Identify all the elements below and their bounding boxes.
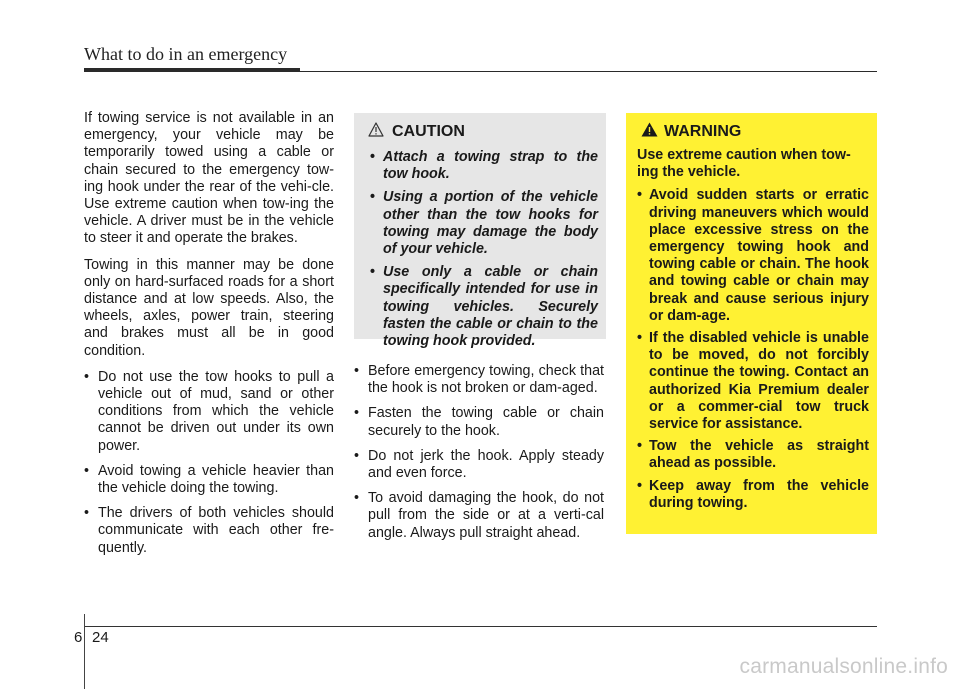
- list-item: • Do not use the tow hooks to pull a vehicle out of mud, sand or other conditions from which the vehicle cannot be driven out under its own power.: [84, 369, 334, 455]
- list-item: • Avoid sudden starts or erratic driving maneuvers which would place excessive stress on the emergency towing hook and towing cable or chain. The hook and towing cable or chain may break and cause serious injury or dam-age.: [637, 187, 869, 325]
- caution-title: CAUTION: [392, 123, 465, 140]
- list-item: • Keep away from the vehicle during towing.: [637, 478, 869, 512]
- list-item: • Use only a cable or chain specifically intended for use in towing vehicles. Securely fasten the cable or chain to the towing hook provided.: [368, 264, 598, 350]
- watermark: carmanualsonline.info: [739, 655, 948, 678]
- list-item: • Before emergency towing, check that the hook is not broken or dam-aged.: [354, 363, 604, 397]
- caution-header: [368, 121, 598, 143]
- list-item: • Avoid towing a vehicle heavier than the vehicle doing the towing.: [84, 463, 334, 497]
- page-number: 24: [92, 629, 109, 646]
- list-item: • Fasten the towing cable or chain securely to the hook.: [354, 405, 604, 439]
- list-item: • Attach a towing strap to the tow hook.: [368, 149, 598, 183]
- list-item: • If the disabled vehicle is unable to be moved, do not forcibly continue the towing. Contact an authorized Kia Premium dealer or a commer-cial tow truck service for assistance.: [637, 330, 869, 433]
- warning-triangle-icon: [368, 122, 384, 142]
- list-item: • Tow the vehicle as straight ahead as possible.: [637, 438, 869, 472]
- list-item: • To avoid damaging the hook, do not pull from the side or at a verti-cal angle. Always pull straight ahead.: [354, 490, 604, 542]
- column-2: [354, 363, 604, 550]
- paragraph: Towing in this manner may be done only on hard-surfaced roads for a short distance and at low speeds. Also, the wheels, axles, power train, steering and brakes must all be in good condition.: [84, 256, 334, 359]
- paragraph: If towing service is not available in an emergency, your vehicle may be temporarily towed using a cable or chain secured to the emergency tow-ing hook under the rear of the vehi-cle. Use extreme caution when tow-ing the vehicle. A driver must be in the vehicle to steer it and operate the brakes.: [84, 110, 334, 247]
- page-header-title: What to do in an emergency: [84, 44, 288, 64]
- warning-intro: Use extreme caution when tow-ing the vehicle.: [637, 147, 851, 181]
- warning-title: WARNING: [664, 123, 742, 141]
- warning-list: [637, 187, 869, 512]
- chapter-number: 6: [74, 629, 83, 646]
- list-item: • Do not jerk the hook. Apply steady and even force.: [354, 448, 604, 482]
- caution-box: [354, 113, 606, 350]
- bullet-list: [354, 363, 604, 542]
- header-accent-bar: [84, 68, 300, 72]
- footer-divider: [84, 614, 85, 689]
- warning-box: [626, 113, 877, 534]
- list-item: • The drivers of both vehicles should communicate with each other fre-quently.: [84, 505, 334, 557]
- warning-header: [637, 121, 869, 143]
- header-rule: [300, 71, 877, 72]
- caution-list: [368, 149, 598, 350]
- bullet-list: [84, 369, 334, 557]
- footer-rule: [84, 626, 877, 627]
- list-item: • Using a portion of the vehicle other than the tow hooks for towing may damage the body of your vehicle.: [368, 189, 598, 258]
- column-1: [84, 110, 334, 565]
- warning-triangle-filled-icon: [641, 122, 658, 142]
